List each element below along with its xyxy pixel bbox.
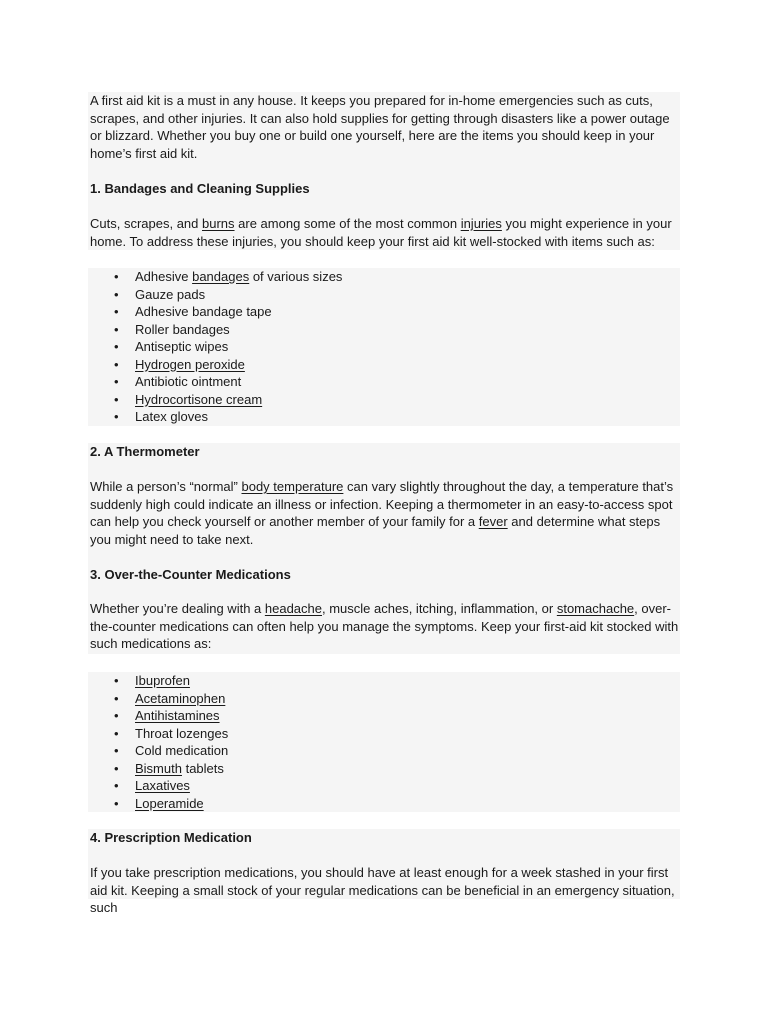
fever-link[interactable]: fever [478,514,508,529]
laxatives-link[interactable]: Laxatives [135,778,190,793]
item-text: Gauze pads [135,286,206,302]
list-item [90,742,680,760]
section1-paragraph-block [88,198,680,250]
text-run: , over-the-counter medications can often help you manage the symptoms. Keep your first-aid kit stocked with such medications as: [90,601,679,651]
section2-paragraph-block [88,461,680,549]
bullet-icon: • [114,760,119,776]
bismuth-link[interactable]: Bismuth [135,760,182,776]
text-run: , muscle aches, itching, inflammation, or [322,601,557,616]
bullet-icon: • [114,321,119,337]
section2-paragraph [90,478,680,548]
list-item [90,690,680,708]
bandages-link[interactable]: bandages [192,269,250,284]
antihistamines-link[interactable]: Antihistamines [135,708,220,723]
item-text: Roller bandages [135,321,230,337]
text-run: Cuts, scrapes, and [90,216,202,231]
list-item [90,672,680,690]
list-item [90,303,680,321]
list-item [90,777,680,795]
bullet-icon: • [114,356,119,372]
section3-paragraph-block [88,583,680,654]
text-run: tablets [181,760,224,776]
otc-medications-list [90,672,680,812]
section4-heading: 4. Prescription Medication [90,830,252,845]
injuries-link[interactable]: injuries [460,216,502,231]
bullet-icon: • [114,725,119,741]
section1-paragraph [90,215,680,250]
section2-heading-block [88,443,680,461]
list-item [90,725,680,743]
list-item [90,356,680,374]
acetaminophen-link[interactable]: Acetaminophen [135,690,226,706]
loperamide-link[interactable]: Loperamide [135,795,204,811]
list-item [90,707,680,725]
list-item [90,391,680,409]
bullet-icon: • [114,743,119,758]
item-text: Cold medication [135,743,229,758]
section1-list-block [88,268,680,426]
list-item [90,268,680,286]
text-run: can vary slightly throughout the day, a temperature that’s suddenly high could indicate an illness or infection. Keeping a thermometer in an easy-to-access spot can help you check yourself or another member of your family for a [90,479,674,529]
bullet-icon: • [114,795,119,811]
text-run: you might experience in your home. To address these injuries, you should keep your first aid kit well-stocked with items such as: [90,216,672,249]
item-text: Latex gloves [135,409,208,424]
text-run: and determine what steps you might need to take next. [90,514,661,547]
hydrogen-peroxide-link[interactable]: Hydrogen peroxide [135,356,245,372]
list-item [90,321,680,339]
text-run: are among some of the most common [234,216,461,231]
list-item [90,286,680,304]
bullet-icon: • [114,708,119,723]
text-run: of various sizes [249,269,343,284]
bullet-icon: • [114,374,119,389]
bullet-icon: • [114,391,119,407]
bullet-icon: • [114,673,119,688]
section3-heading: 3. Over-the-Counter Medications [90,567,291,582]
burns-link[interactable]: burns [202,216,235,231]
item-text: Antiseptic wipes [135,339,229,354]
list-item [90,338,680,356]
section1-heading: 1. Bandages and Cleaning Supplies [90,181,310,196]
bullet-icon: • [114,269,119,284]
item-text: Throat lozenges [135,725,229,741]
section2-heading: 2. A Thermometer [90,444,200,459]
item-text: Antibiotic ointment [135,374,242,389]
hydrocortisone-cream-link[interactable]: Hydrocortisone cream [135,391,263,407]
bullet-icon: • [114,690,119,706]
section4-heading-block [88,829,680,847]
intro-block [88,92,680,164]
item-text: Adhesive bandage tape [135,304,272,319]
bullet-icon: • [114,286,119,302]
section4-paragraph-block [88,847,680,915]
text-run: While a person’s “normal” [90,479,242,494]
body-temperature-link[interactable]: body temperature [241,479,344,494]
section3-list-block [88,672,680,812]
section3-heading-block [88,549,680,583]
list-item [90,760,680,778]
bullet-icon: • [114,339,119,354]
headache-link[interactable]: headache [264,601,322,616]
list-item [90,795,680,813]
bullet-icon: • [114,304,119,319]
section1-heading-block [88,164,680,198]
bullet-icon: • [114,409,119,424]
section4-paragraph: If you take prescription medications, you should have at least enough for a week stashed in your first aid kit. Keeping a small stock of your regular medications can be beneficial in an emergency situation, such [90,865,675,915]
text-run: Whether you’re dealing with a [90,601,265,616]
bandages-supplies-list [90,268,680,426]
text-run: Adhesive [135,269,193,284]
ibuprofen-link[interactable]: Ibuprofen [135,673,190,688]
bullet-icon: • [114,778,119,793]
list-item [90,373,680,391]
section3-paragraph [90,600,680,653]
intro-paragraph: A first aid kit is a must in any house. It keeps you prepared for in-home emergencies such as cuts, scrapes, and other injuries. It can also hold supplies for getting through disasters like a power outage or blizzard. Whether you buy one or build one yourself, here are the items you should keep in your home’s first aid kit. [90,93,670,161]
stomachache-link[interactable]: stomachache [556,601,635,616]
list-item [90,408,680,426]
